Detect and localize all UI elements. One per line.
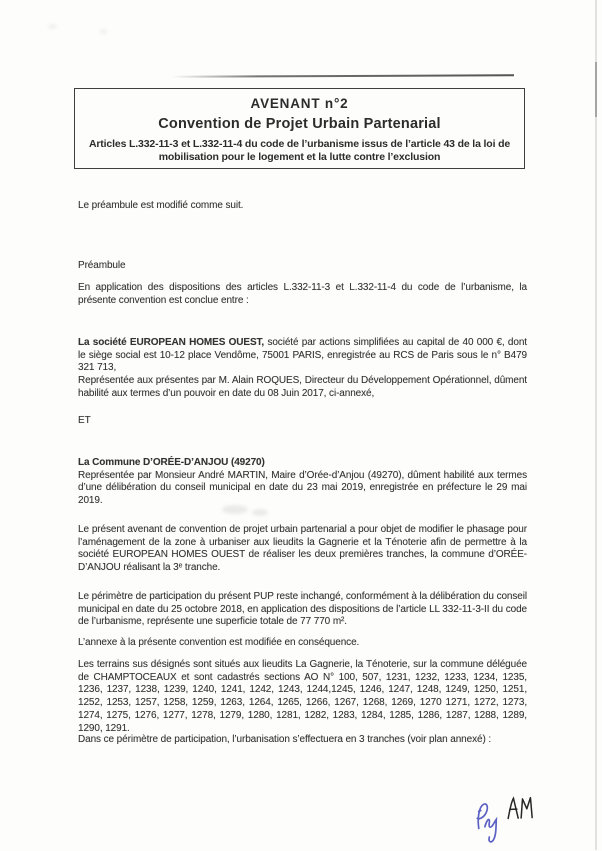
party1-details: société par actions simplifiées au capital de 40 000 €, dont le siège social est 10-12 place Vendôme, 75001 PARIS, enregistrée au RCS de Paris sous le n° B479 321 713,	[78, 337, 527, 374]
party2-block	[78, 457, 527, 508]
perimeter-paragraph: Le périmètre de participation du présent PUP reste inchangé, conformément à la délibération du conseil municipal en date du 25 octobre 2018, en application des dispositions de l’article LL 332-11-3-II du code de l’urbanisme, représente une superficie totale de 77 770 m².	[78, 591, 527, 628]
document-title: AVENANT n°2	[250, 96, 349, 111]
cadastre-paragraph: Les terrains sus désignés sont situés aux lieudits La Gagnerie, la Ténoterie, sur la commune déléguée de CHAMPTOCEAUX et sont cadastrés sections AO N° 100, 507, 1231, 1232, 1233, 1234, 1235, 1236, 1237, 1238, 1239, 1240, 1241, 1242, 1243, 1244,1245, 1246, 1247, 1248, 1249, 1250, 1251, 1252, 1253, 1257, 1258, 1259, 1263, 1264, 1265, 1266, 1267, 1268, 1269, 1270 1271, 1272, 1273, 1274, 1275, 1276, 1277, 1278, 1279, 1280, 1281, 1282, 1283, 1284, 1285, 1286, 1287, 1288, 1289, 1290, 1291.	[78, 659, 527, 734]
am-initials-icon	[504, 793, 537, 828]
party1-name: La société EUROPEAN HOMES OUEST,	[78, 337, 265, 348]
connector-et: ET	[78, 415, 91, 426]
modification-intro-line: Le préambule est modifié comme suit.	[78, 200, 244, 211]
preamble-intro-paragraph: En application des dispositions des articles L.332-11-3 et L.332-11-4 du code de l’urbanisme, la présente convention est conclue entre :	[78, 282, 527, 306]
scan-smudge	[100, 29, 107, 34]
party1-representative: Représentée aux présentes par M. Alain ROQUES, Directeur du Développement Opérationnel, dûment habilité aux termes d’un pouvoir en date du 08 Juin 2017, ci-annexé,	[78, 375, 527, 399]
blue-paraph-icon	[471, 798, 507, 846]
handwritten-initial-blue	[471, 798, 508, 851]
party1-block	[78, 337, 527, 401]
tranches-paragraph: Dans ce périmètre de participation, l’urbanisation s’effectuera en 3 tranches (voir plan annexé) :	[78, 734, 492, 745]
preamble-heading: Préambule	[78, 260, 126, 271]
scan-smudge	[252, 509, 268, 516]
scan-page-edge-line	[595, 0, 597, 850]
scan-artifact-line	[172, 74, 514, 77]
annex-paragraph: L’annexe à la présente convention est modifiée en conséquence.	[78, 637, 360, 648]
scan-page-edge-line-dark	[595, 62, 597, 117]
handwritten-initial-black	[504, 793, 537, 833]
document-articles-reference: Articles L.332-11-3 et L.332-11-4 du code de l’urbanisme issus de l’article 43 de la loi de mobilisation pour le logement et la lutte contre l’exclusion	[88, 138, 511, 163]
document-subtitle: Convention de Projet Urbain Partenarial	[158, 116, 441, 132]
party2-representative: Représentée par Monsieur André MARTIN, Maire d’Orée-d’Anjou (49270), dûment habilité aux termes d’une délibération du conseil municipal en date du 23 mai 2019, enregistrée en préfecture le 29 mai 2019.	[78, 469, 527, 507]
party2-name: La Commune D’ORÉE-D’ANJOU (49270)	[78, 457, 265, 468]
object-paragraph: Le présent avenant de convention de projet urbain partenarial a pour objet de modifier le phasage pour l’aménagement de la zone à urbaniser aux lieudits la Gagnerie et la Ténoterie afin de permettre à la société EUROPEAN HOMES OUEST de réaliser les deux premières tranches, la commune d’ORÉE-D’ANJOU réalisant la 3ᵉ tranche.	[78, 524, 527, 574]
scan-smudge	[48, 24, 57, 29]
title-box	[74, 88, 525, 169]
